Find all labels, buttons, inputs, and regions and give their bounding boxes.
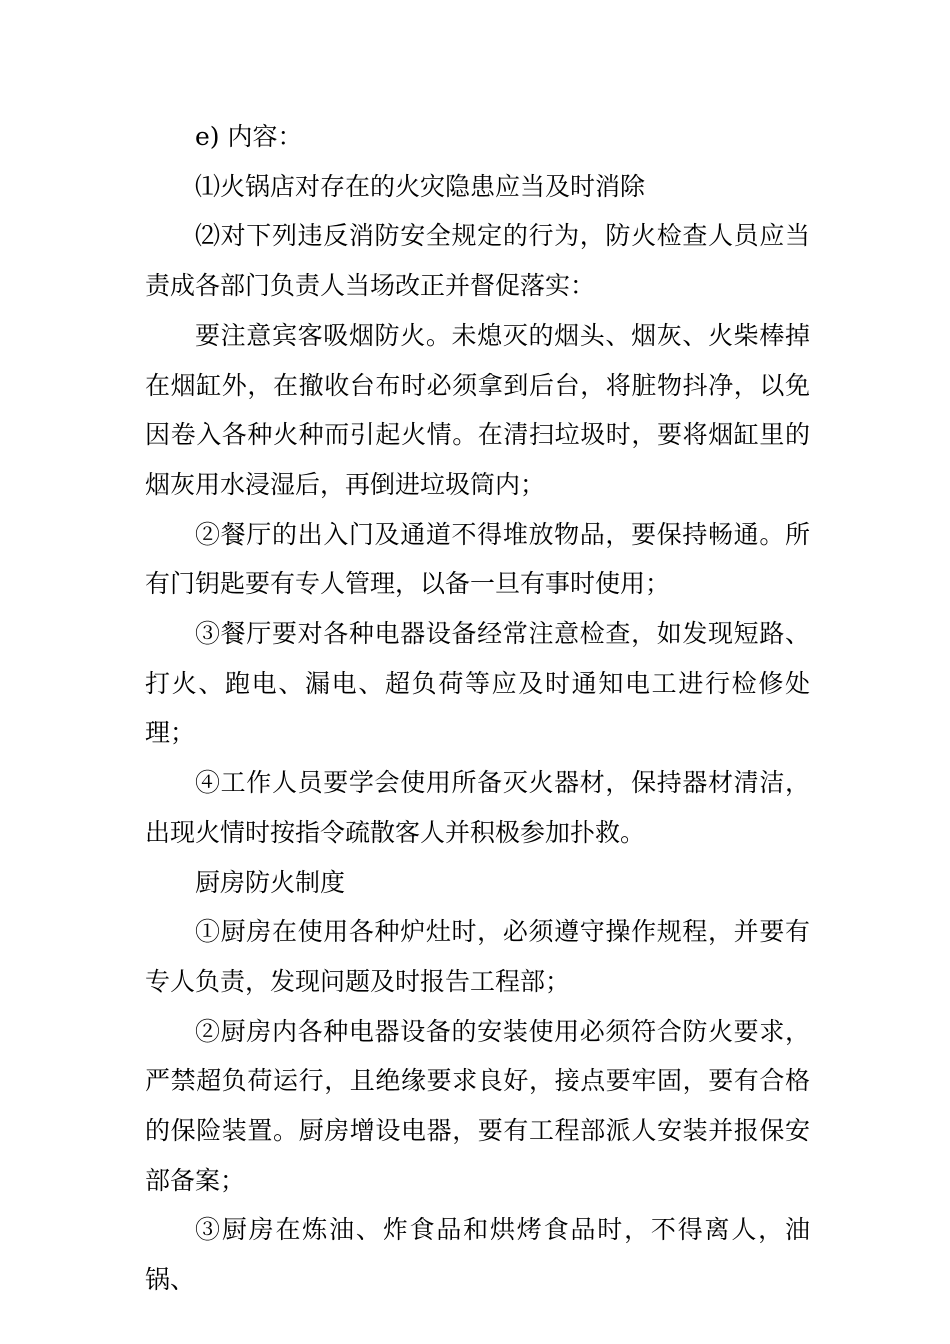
paragraph-item-1: ⑴火锅店对存在的火灾隐患应当及时消除 [195,171,646,201]
paragraph-electrical: ③餐厅要对各种电器设备经常注意检查，如发现短路、打火、跑电、漏电、超负荷等应及时通知电工进行检修处理； [145,619,810,748]
document-body [145,112,810,1305]
paragraph-kitchen-electrical: ②厨房内各种电器设备的安装使用必须符合防火要求，严禁超负荷运行，且绝缘要求良好，接点要牢固，要有合格的保险装置。厨房增设电器，要有工程部派人安装并报保安部备案； [145,1016,810,1195]
paragraph-exits: ②餐厅的出入门及通道不得堆放物品，要保持畅通。所有门钥匙要有专人管理，以备一旦有事时使用； [145,519,810,599]
paragraph-smoking: 要注意宾客吸烟防火。未熄灭的烟头、烟灰、火柴棒掉在烟缸外，在撤收台布时必须拿到后台，将脏物抖净，以免因卷入各种火种而引起火情。在清扫垃圾时，要将烟缸里的烟灰用水浸湿后，再倒进垃圾筒内； [145,320,810,499]
paragraph-heading-e: e) 内容： [195,122,303,151]
paragraph-kitchen-stoves: ①厨房在使用各种炉灶时，必须遵守操作规程，并要有专人负责，发现问题及时报告工程部； [145,917,810,996]
paragraph-kitchen-frying: ③厨房在炼油、炸食品和烘烤食品时，不得离人，油锅、 [145,1215,810,1295]
paragraph-item-2: ⑵对下列违反消防安全规定的行为，防火检查人员应当责成各部门负责人当场改正并督促落实： [145,221,810,301]
paragraph-extinguishers: ④工作人员要学会使用所备灭火器材，保持器材清洁，出现火情时按指令疏散客人并积极参加扑救。 [145,768,810,847]
section-title-kitchen: 厨房防火制度 [195,867,346,897]
